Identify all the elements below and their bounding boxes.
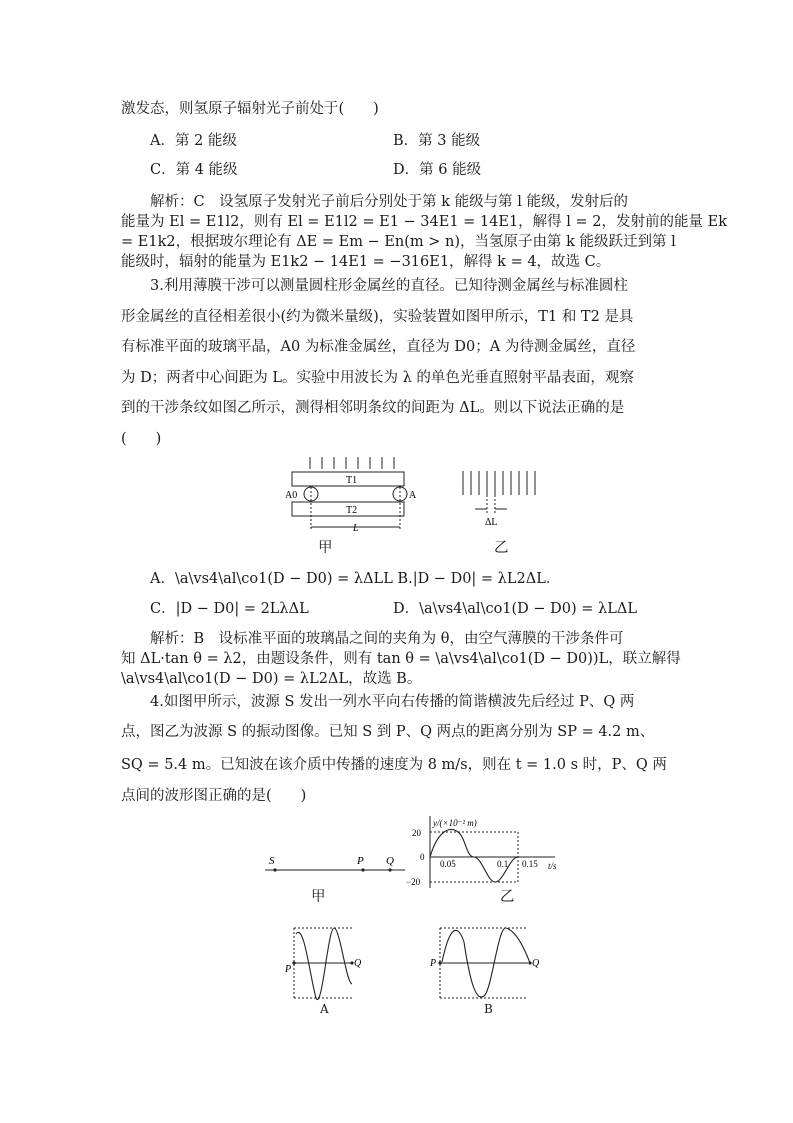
q3-figure-jia [280, 455, 420, 555]
q4-label-q: Q [386, 855, 394, 867]
q3-analysis-line-1: 解析：B 设标准平面的玻璃晶之间的夹角为 θ，由空气薄膜的干涉条件可 [121, 631, 624, 647]
q4-stem-line-3: SQ = 5.4 m。已知波在该介质中传播的速度为 8 m/s，则在 t = 1.0 s 时，P、Q 两 [121, 757, 667, 773]
q4-a-label-q: Q [354, 958, 362, 969]
q4-yi-tick-005: 0.05 [440, 859, 456, 869]
q4-yi-tick-neg20: −20 [406, 877, 421, 887]
q4-figure-jia [260, 850, 410, 880]
q4-yi-tick-01: 0.1 [497, 859, 509, 869]
q3-stem-line-5: 到的干涉条纹如图乙所示，测得相邻明条纹的间距为 ΔL。则以下说法正确的是 [121, 400, 625, 416]
q4-stem-line-2: 点，图乙为波源 S 的振动图像。已知 S 到 P、Q 两点的距离分别为 SP = 4.2 m、 [121, 724, 655, 740]
q3-label-a0: A0 [285, 490, 298, 501]
q4-label-p: P [357, 855, 364, 867]
q2-analysis-line-1: 解析：C 设氢原子发射光子前后分别处于第 k 能级与第 l 能级，发射后的 [121, 194, 628, 210]
q4-figure-yi [400, 812, 570, 892]
q4-choice-a-figure [282, 922, 362, 1012]
q4-stem-line-4: 点间的波形图正确的是( ) [121, 788, 307, 804]
q3-label-dl: ΔL [485, 517, 498, 528]
q4-choice-b-figure [428, 922, 548, 1012]
q3-stem-line-4: 为 D；两者中心间距为 L。实验中用波长为 λ 的单色光垂直照射平晶表面，观察 [121, 370, 634, 386]
q3-figure-yi [455, 465, 545, 535]
q3-label-t1: T1 [346, 475, 358, 486]
q2-option-c: C．第 4 能级 [150, 162, 238, 178]
q4-yi-tick-0: 0 [420, 852, 425, 862]
q4-yi-xlabel: t/s [548, 861, 557, 871]
q2-option-d: D．第 6 能级 [393, 162, 482, 178]
q2-analysis-line-4: 能级时，辐射的能量为 E1k2 − 14E1 = −316E1，解得 k = 4，故选 C。 [121, 254, 611, 270]
q3-label-t2: T2 [346, 505, 358, 516]
q2-analysis-line-3: = E1k2，根据玻尔理论有 ΔE = Em − En(m > n)，当氢原子由第 k 能级跃迁到第 l [121, 234, 676, 250]
q3-label-l: L [353, 523, 359, 534]
q3-analysis-line-3: \a\vs4\al\co1(D − D0) = λL2ΔL，故选 B。 [121, 671, 422, 687]
q4-choice-b-caption: B [484, 1002, 493, 1016]
q3-caption-jia: 甲 [318, 540, 333, 556]
q4-caption-jia: 甲 [311, 889, 326, 905]
q4-b-label-q: Q [532, 958, 540, 969]
q3-stem-line-1: 3.利用薄膜干涉可以测量圆柱形金属丝的直径。已知待测金属丝与标准圆柱 [121, 278, 628, 294]
q2-option-a: A．第 2 能级 [150, 133, 237, 149]
q4-stem-line-1: 4.如图甲所示，波源 S 发出一列水平向右传播的简谐横波先后经过 P、Q 两 [121, 694, 635, 710]
q3-caption-yi: 乙 [494, 540, 509, 556]
q3-options-ab: A．\a\vs4\al\co1(D − D0) = λΔLL B.|D − D0| = λL2ΔL． [150, 571, 561, 587]
q2-option-b: B．第 3 能级 [393, 133, 481, 149]
q3-stem-line-3: 有标准平面的玻璃平晶，A0 为标准金属丝，直径为 D0；A 为待测金属丝，直径 [121, 339, 636, 355]
q3-option-d: D．\a\vs4\al\co1(D − D0) = λLΔL [393, 601, 637, 617]
q4-yi-tick-20: 20 [412, 828, 421, 838]
q3-option-c: C．|D − D0| = 2LλΔL [150, 601, 309, 617]
q3-label-a: A [409, 490, 417, 501]
q4-caption-yi: 乙 [500, 889, 515, 905]
q4-label-s: S [269, 855, 275, 867]
q4-a-label-p: P [285, 964, 292, 975]
q3-analysis-line-2: 知 ΔL·tan θ = λ2，由题设条件，则有 tan θ = \a\vs4\al\co1(D − D0))L，联立解得 [121, 651, 681, 667]
q2-stem-tail: 激发态，则氢原子辐射光子前处于( ) [121, 101, 379, 117]
q4-yi-tick-015: 0.15 [522, 859, 538, 869]
q4-b-label-p: P [430, 958, 437, 969]
q3-stem-line-6: ( ) [121, 431, 162, 447]
q2-analysis-line-2: 能量为 El = E1l2，则有 El = E1l2 = E1 − 34E1 = 14E1，解得 l = 2，发射前的能量 Ek [121, 214, 727, 230]
q4-yi-ylabel: y/(×10⁻² m) [433, 818, 477, 828]
q3-stem-line-2: 形金属丝的直径相差很小(约为微米量级)，实验装置如图甲所示，T1 和 T2 是具 [121, 309, 634, 325]
q4-choice-a-caption: A [320, 1002, 329, 1016]
